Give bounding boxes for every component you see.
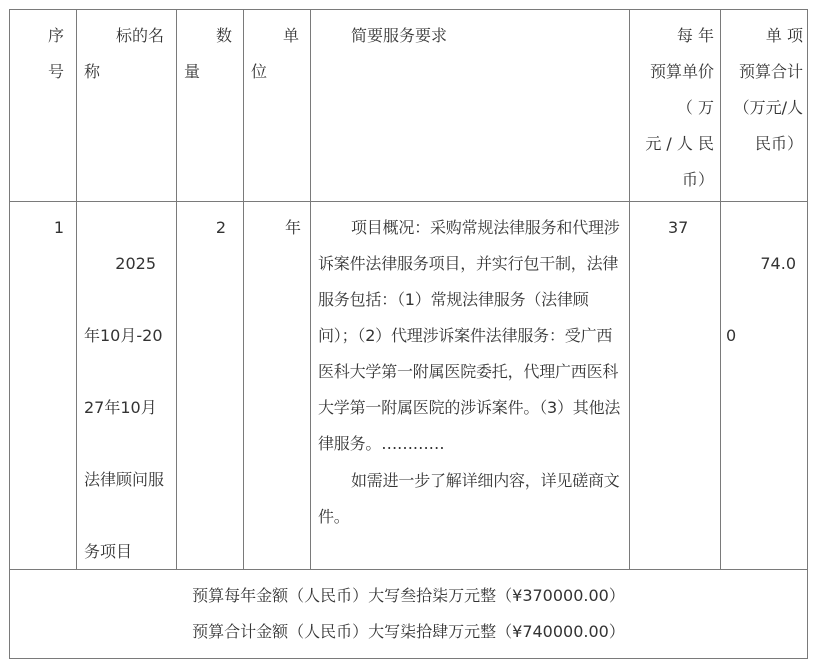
row-unit: 年 bbox=[284, 218, 301, 237]
row-item-total: 74.0 0 bbox=[726, 254, 796, 345]
row-divider bbox=[10, 201, 807, 202]
header-requirements: 简要服务要求 bbox=[351, 26, 448, 45]
budget-table bbox=[9, 9, 808, 659]
row-requirements-note: 如需进一步了解详细内容，详见磋商文件。 bbox=[318, 471, 620, 526]
col-divider bbox=[176, 10, 177, 569]
col-divider bbox=[310, 10, 311, 569]
header-annual-unit-price: 每 年 预算单价 （ 万 元 / 人 民 币） bbox=[645, 26, 714, 189]
header-seq: 序 号 bbox=[47, 26, 64, 81]
col-divider bbox=[629, 10, 630, 569]
row-seq: 1 bbox=[53, 218, 64, 237]
footer-annual-amount: 预算每年金额（人民币）大写叁拾柒万元整（¥370000.00） bbox=[192, 586, 625, 605]
row-annual-unit-price: 37 bbox=[668, 218, 689, 237]
col-divider bbox=[243, 10, 244, 569]
col-divider bbox=[76, 10, 77, 569]
col-divider bbox=[720, 10, 721, 569]
header-qty: 数 量 bbox=[184, 26, 233, 81]
header-item-total: 单 项 预算合计 （万元/人 民币） bbox=[733, 26, 803, 153]
footer-total-amount: 预算合计金额（人民币）大写柒拾肆万元整（¥740000.00） bbox=[192, 622, 625, 641]
row-item-name: 2025 年10月-20 27年10月 法律顾问服 务项目 bbox=[84, 254, 165, 561]
row-requirements-overview: 项目概况：采购常规法律服务和代理涉诉案件法律服务项目，并实行包干制，法律服务包括：（1）常规法律服务（法律顾问）；（2）代理涉诉案件法律服务：受广西医科大学第一附属医院委托，代理广西医科大学第一附属医院的涉诉案件。（3）其他法律服务。………… bbox=[318, 218, 621, 453]
header-unit: 单 位 bbox=[251, 26, 300, 81]
header-name: 标的名 称 bbox=[84, 26, 165, 81]
row-qty: 2 bbox=[215, 218, 226, 237]
